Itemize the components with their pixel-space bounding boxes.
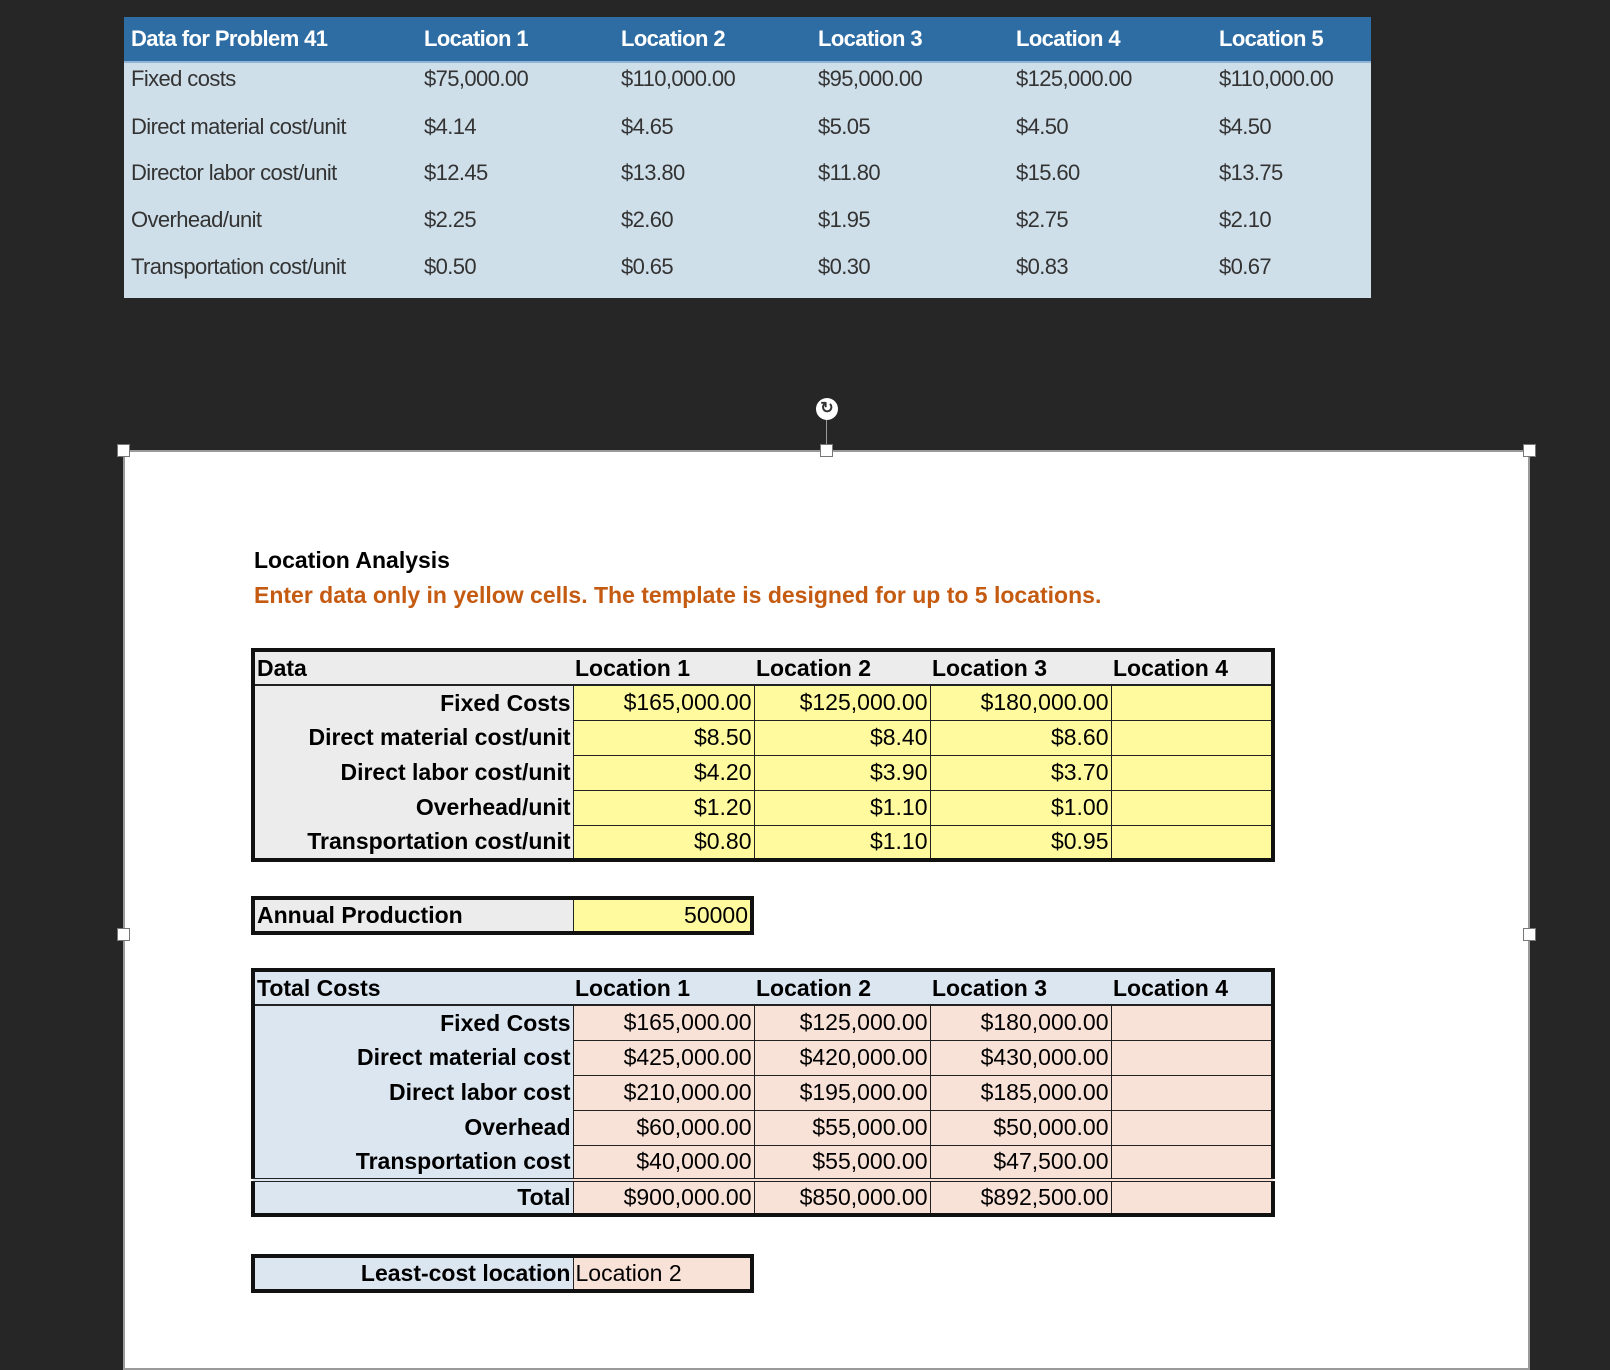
reference-row: [124, 157, 1371, 204]
ref-header: Location 1: [417, 17, 614, 62]
ref-value: $5.05: [818, 113, 871, 139]
value-cell: $40,000.00: [573, 1145, 754, 1180]
ref-value: $15.60: [1016, 160, 1080, 186]
input-cell[interactable]: [1111, 825, 1273, 860]
header-row: [253, 970, 1273, 1005]
ref-value: $110,000.00: [1219, 66, 1334, 92]
row-label: Overhead/unit: [253, 790, 573, 825]
input-cell[interactable]: [1111, 755, 1273, 790]
reference-row: [124, 251, 1371, 298]
input-cell[interactable]: $8.40: [754, 720, 930, 755]
row-label: Transportation cost: [253, 1145, 573, 1180]
ref-value: $1.95: [818, 207, 871, 233]
column-header: Location 2: [754, 650, 930, 685]
ref-header: Location 3: [811, 17, 1009, 62]
input-cell[interactable]: $8.60: [930, 720, 1111, 755]
table-row: [253, 1110, 1273, 1145]
ref-label: Direct material cost/unit: [131, 113, 346, 139]
input-cell[interactable]: $4.20: [573, 755, 754, 790]
ref-value: $125,000.00: [1016, 66, 1132, 92]
ref-value: $4.65: [621, 113, 674, 139]
column-header: Location 2: [754, 970, 930, 1005]
reference-row: [124, 204, 1371, 251]
table-row: [253, 790, 1273, 825]
rotate-handle-icon[interactable]: ↻: [816, 398, 838, 420]
input-cell[interactable]: $1.10: [754, 790, 930, 825]
input-cell[interactable]: $165,000.00: [573, 685, 754, 720]
ref-value: $11.80: [818, 160, 881, 186]
column-header: Total Costs: [253, 970, 573, 1005]
value-cell: [1111, 1110, 1273, 1145]
value-cell: $55,000.00: [754, 1110, 930, 1145]
reference-data-table: [124, 17, 1371, 298]
selected-image-panel[interactable]: [123, 450, 1530, 1370]
row-label: Direct labor cost/unit: [253, 755, 573, 790]
row-label: Transportation cost/unit: [253, 825, 573, 860]
value-cell: [1111, 1040, 1273, 1075]
resize-handle-right[interactable]: [1523, 928, 1536, 941]
ref-value: $95,000.00: [818, 66, 923, 92]
table-row: [253, 1040, 1273, 1075]
ref-value: $75,000.00: [424, 66, 529, 92]
reference-row: [124, 62, 1371, 110]
table-row: [253, 755, 1273, 790]
ref-value: $12.45: [424, 160, 488, 186]
value-cell: $165,000.00: [573, 1005, 754, 1040]
least-cost-table: [251, 1254, 754, 1293]
total-value: $850,000.00: [754, 1180, 930, 1215]
ref-value: $0.65: [621, 254, 674, 280]
ref-value: $0.30: [818, 254, 871, 280]
total-value: [1111, 1180, 1273, 1215]
ref-value: $2.75: [1016, 207, 1069, 233]
row-label: Direct labor cost: [253, 1075, 573, 1110]
ref-value: $2.10: [1219, 207, 1272, 233]
total-label: Total: [253, 1180, 573, 1215]
table-row: [253, 1005, 1273, 1040]
ref-label: Fixed costs: [131, 66, 236, 92]
column-header: Data: [253, 650, 573, 685]
ref-value: $0.67: [1219, 254, 1272, 280]
ref-value: $0.50: [424, 254, 477, 280]
data-table: [251, 648, 1275, 862]
value-cell: $125,000.00: [754, 1005, 930, 1040]
value-cell: $180,000.00: [930, 1005, 1111, 1040]
ref-value: $13.75: [1219, 160, 1283, 186]
column-header: Location 1: [573, 650, 754, 685]
ref-value: $4.50: [1016, 113, 1069, 139]
value-cell: [1111, 1145, 1273, 1180]
value-cell: $47,500.00: [930, 1145, 1111, 1180]
table-row: [253, 720, 1273, 755]
input-cell[interactable]: [1111, 720, 1273, 755]
resize-handle-top-left[interactable]: [117, 444, 130, 457]
value-cell: $185,000.00: [930, 1075, 1111, 1110]
value-cell: $425,000.00: [573, 1040, 754, 1075]
value-cell: $210,000.00: [573, 1075, 754, 1110]
ref-header: Data for Problem 41: [124, 17, 417, 62]
table-row: [253, 685, 1273, 720]
row-label: Fixed Costs: [253, 685, 573, 720]
column-header: Location 4: [1111, 970, 1273, 1005]
ref-label: Overhead/unit: [131, 207, 262, 233]
least-cost-label: Least-cost location: [253, 1256, 573, 1291]
resize-handle-top-right[interactable]: [1523, 444, 1536, 457]
ref-label: Director labor cost/unit: [131, 160, 337, 186]
reference-row: [124, 111, 1371, 158]
row-label: Direct material cost/unit: [253, 720, 573, 755]
value-cell: $430,000.00: [930, 1040, 1111, 1075]
table-row: [253, 825, 1273, 860]
ref-value: $13.80: [621, 160, 685, 186]
value-cell: $50,000.00: [930, 1110, 1111, 1145]
total-value: $900,000.00: [573, 1180, 754, 1215]
ref-value: $4.50: [1219, 113, 1272, 139]
sheet-instruction: Enter data only in yellow cells. The template is designed for up to 5 locations.: [254, 582, 1102, 608]
ref-header: Location 5: [1212, 17, 1371, 62]
annual-production-table: [251, 896, 754, 935]
total-value: $892,500.00: [930, 1180, 1111, 1215]
input-cell[interactable]: $0.95: [930, 825, 1111, 860]
table-row: [253, 1075, 1273, 1110]
sheet-title: Location Analysis: [254, 547, 450, 573]
annual-production-label: Annual Production: [253, 898, 573, 933]
ref-label: Transportation cost/unit: [131, 254, 346, 280]
total-row: [253, 1180, 1273, 1215]
input-cell[interactable]: $125,000.00: [754, 685, 930, 720]
least-cost-value: Location 2: [573, 1256, 752, 1291]
input-cell[interactable]: $1.00: [930, 790, 1111, 825]
value-cell: $420,000.00: [754, 1040, 930, 1075]
row-label: Direct material cost: [253, 1040, 573, 1075]
input-cell[interactable]: $1.20: [573, 790, 754, 825]
header-row: [253, 650, 1273, 685]
input-cell[interactable]: $3.70: [930, 755, 1111, 790]
resize-handle-left[interactable]: [117, 928, 130, 941]
value-cell: [1111, 1005, 1273, 1040]
row-label: Overhead: [253, 1110, 573, 1145]
input-cell[interactable]: [1111, 790, 1273, 825]
value-cell: [1111, 1075, 1273, 1110]
ref-header: Location 2: [614, 17, 811, 62]
input-cell[interactable]: $0.80: [573, 825, 754, 860]
ref-value: $2.60: [621, 207, 674, 233]
ref-value: $110,000.00: [621, 66, 736, 92]
ref-value: $0.83: [1016, 254, 1069, 280]
value-cell: $60,000.00: [573, 1110, 754, 1145]
column-header: Location 3: [930, 970, 1111, 1005]
input-cell[interactable]: $3.90: [754, 755, 930, 790]
input-cell[interactable]: $180,000.00: [930, 685, 1111, 720]
annual-production-input[interactable]: 50000: [573, 898, 752, 933]
input-cell[interactable]: $1.10: [754, 825, 930, 860]
row-label: Fixed Costs: [253, 1005, 573, 1040]
table-row: [253, 1145, 1273, 1180]
value-cell: $195,000.00: [754, 1075, 930, 1110]
ref-header: Location 4: [1009, 17, 1212, 62]
ref-value: $2.25: [424, 207, 477, 233]
reference-header-row: [124, 17, 1371, 62]
column-header: Location 1: [573, 970, 754, 1005]
resize-handle-top[interactable]: [820, 444, 833, 457]
total-costs-table: [251, 968, 1275, 1217]
ref-value: $4.14: [424, 113, 477, 139]
input-cell[interactable]: $8.50: [573, 720, 754, 755]
column-header: Location 4: [1111, 650, 1273, 685]
column-header: Location 3: [930, 650, 1111, 685]
input-cell[interactable]: [1111, 685, 1273, 720]
value-cell: $55,000.00: [754, 1145, 930, 1180]
